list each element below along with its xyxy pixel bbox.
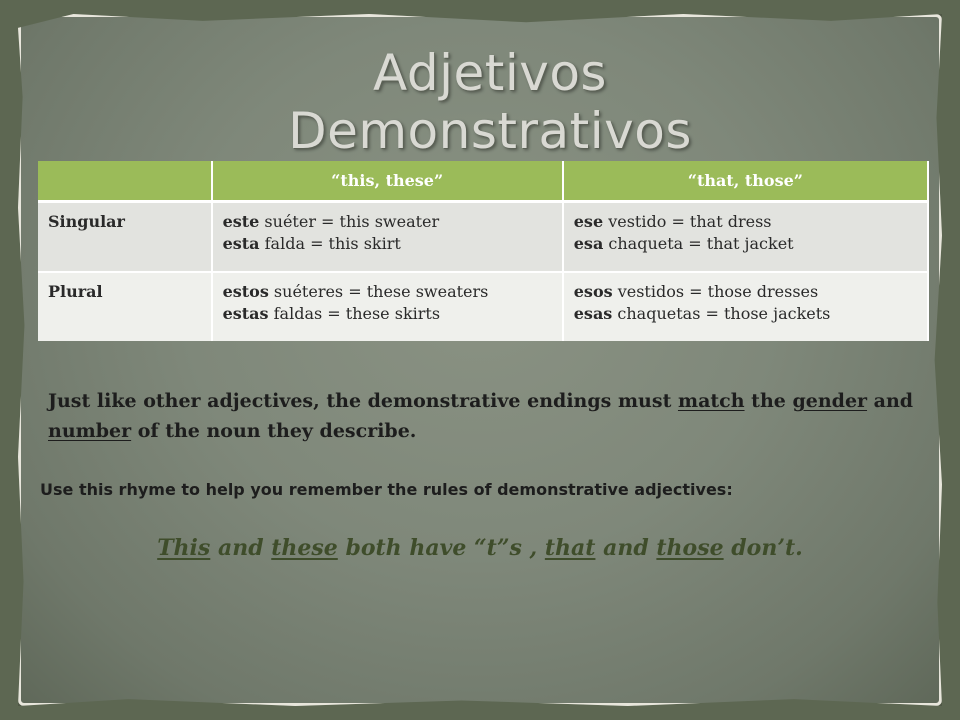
row-label-plural: Plural [38, 272, 212, 341]
cell-plural-those [563, 272, 928, 341]
table-row-singular [38, 202, 928, 273]
gloss-estos: suéteres = these sweaters [268, 282, 489, 301]
gloss-estas: faldas = these skirts [268, 304, 441, 323]
rhyme-text-4: don’t. [723, 535, 803, 561]
table-header-that-those: “that, those” [563, 161, 928, 202]
note-text-3: and [867, 390, 914, 412]
rhyme-these: these [271, 535, 338, 561]
gloss-esa: chaqueta = that jacket [603, 234, 794, 253]
underlined-number: number [48, 420, 132, 442]
note-text-4: of the noun they describe. [131, 420, 417, 442]
rhyme-text-3: and [595, 535, 657, 561]
gloss-este: suéter = this sweater [259, 212, 440, 231]
cell-singular-this [212, 202, 563, 273]
table-row-plural [38, 272, 928, 341]
word-esos: esos [573, 282, 613, 301]
rhyme-those: those [656, 535, 724, 561]
demonstratives-table [38, 161, 929, 341]
word-ese: ese [573, 212, 604, 231]
table-header-row [38, 161, 928, 202]
gloss-ese: vestido = that dress [603, 212, 772, 231]
underlined-gender: gender [792, 390, 868, 412]
table-header-this-these: “this, these” [212, 161, 563, 202]
word-esta: esta [222, 234, 260, 253]
rhyme-text-1: and [210, 535, 272, 561]
word-estos: estos [222, 282, 269, 301]
rhyme-line [40, 535, 920, 561]
note-text-2: the [744, 390, 793, 412]
rhyme-that: that [544, 535, 596, 561]
word-estas: estas [222, 304, 269, 323]
rhyme-intro: Use this rhyme to help you remember the rules of demonstrative adjectives: [40, 480, 733, 499]
cell-plural-these [212, 272, 563, 341]
slide-title: Adjetivos Demonstrativos [288, 44, 692, 160]
gloss-esta: falda = this skirt [259, 234, 401, 253]
gloss-esas: chaquetas = those jackets [612, 304, 831, 323]
word-esa: esa [573, 234, 604, 253]
underlined-match: match [677, 390, 745, 412]
word-este: este [222, 212, 260, 231]
rhyme-this: This [157, 535, 211, 561]
agreement-note [48, 386, 928, 446]
gloss-esos: vestidos = those dresses [612, 282, 819, 301]
rhyme-text-2: both have “t”s , [337, 535, 545, 561]
table-header-empty [38, 161, 212, 202]
cell-singular-that [563, 202, 928, 273]
word-esas: esas [573, 304, 613, 323]
note-text-1: Just like other adjectives, the demonstrative endings must [48, 390, 678, 412]
row-label-singular: Singular [38, 202, 212, 273]
